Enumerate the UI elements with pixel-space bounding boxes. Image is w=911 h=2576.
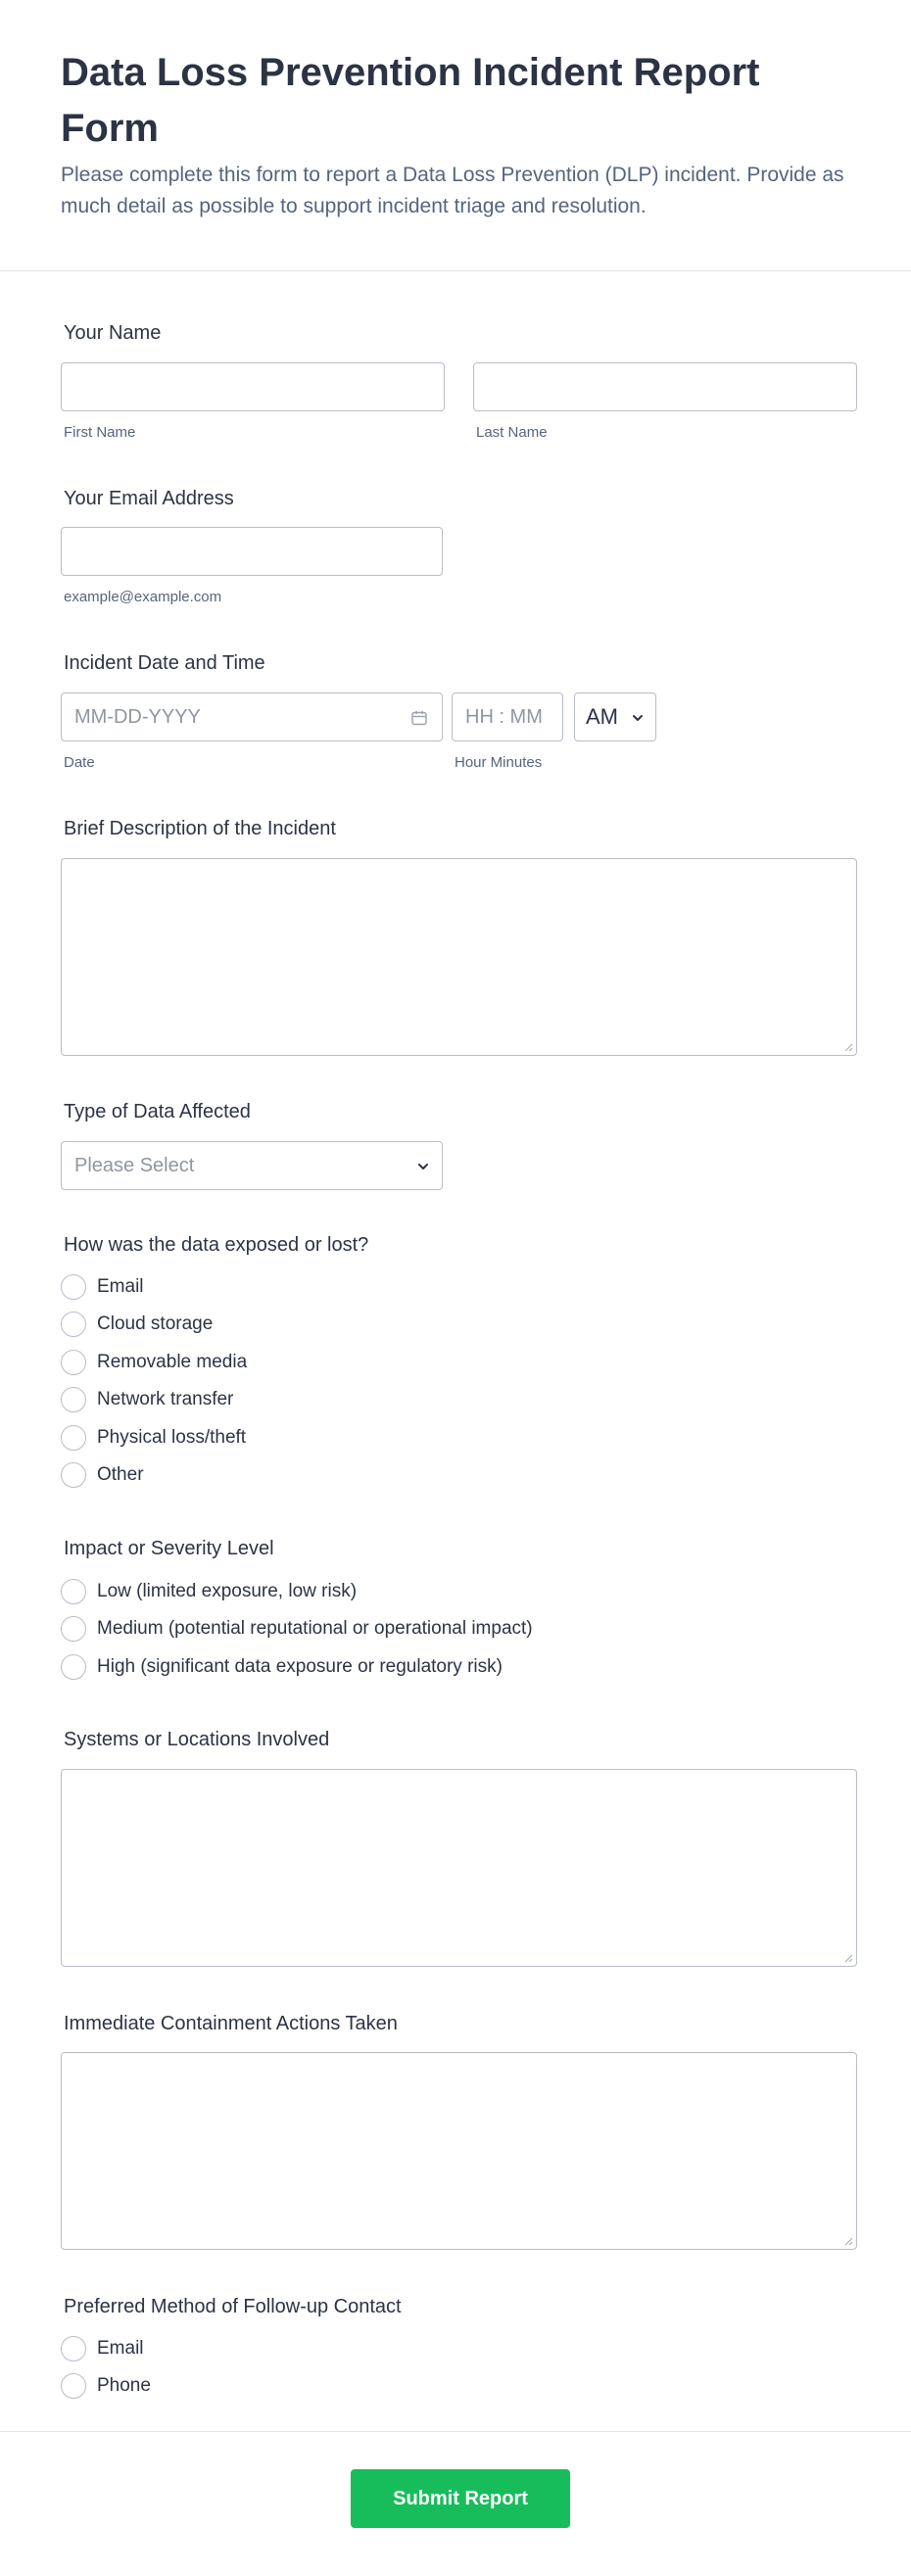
form-description: Please complete this form to report a Data Loss Prevention (DLP) incident. Provide as much detail as possible to support incident triage and resolution. [61, 164, 844, 217]
resize-grip-icon[interactable] [843, 2236, 853, 2246]
ampm-select[interactable] [574, 692, 656, 741]
radio-option-removable-media[interactable] [61, 1349, 247, 1376]
radio-label: Medium (potential reputational or operational impact) [97, 1618, 533, 1639]
date-input[interactable] [61, 692, 443, 741]
radio-label: Email [97, 1276, 144, 1297]
radio-label: Removable media [97, 1352, 248, 1372]
containment-label: Immediate Containment Actions Taken [64, 2013, 398, 2034]
radio-option-contact-email[interactable] [61, 2335, 144, 2362]
radio-option-physical-loss[interactable] [61, 1424, 246, 1452]
radio-option-contact-phone[interactable] [61, 2372, 151, 2400]
time-placeholder: HH : MM [465, 705, 543, 728]
radio-option-network-transfer[interactable] [61, 1386, 233, 1413]
radio-button[interactable] [61, 1616, 86, 1642]
chevron-down-icon [416, 1160, 430, 1173]
exposure-label: How was the data exposed or lost? [64, 1234, 369, 1256]
resize-grip-icon[interactable] [843, 1953, 853, 1963]
radio-option-cloud-storage[interactable] [61, 1311, 213, 1338]
radio-label: Cloud storage [97, 1313, 214, 1334]
systems-label: Systems or Locations Involved [64, 1729, 330, 1750]
systems-textarea[interactable] [61, 1769, 857, 1967]
radio-button[interactable] [61, 1579, 86, 1604]
radio-option-high[interactable] [61, 1653, 503, 1681]
radio-option-other[interactable] [61, 1461, 144, 1489]
radio-label: Network transfer [97, 1389, 234, 1409]
radio-option-low[interactable] [61, 1578, 357, 1605]
time-sublabel: Hour Minutes [455, 754, 543, 771]
radio-label: Physical loss/theft [97, 1427, 247, 1448]
radio-button[interactable] [61, 1350, 86, 1375]
date-placeholder: MM-DD-YYYY [74, 705, 201, 728]
radio-button[interactable] [61, 1654, 86, 1680]
last-name-input[interactable] [473, 362, 857, 411]
name-label: Your Name [64, 322, 162, 344]
radio-label: Email [97, 2338, 144, 2359]
radio-button[interactable] [61, 1462, 86, 1488]
radio-button[interactable] [61, 2336, 86, 2361]
time-input[interactable] [452, 692, 563, 741]
radio-label: Other [97, 1464, 144, 1485]
datetime-label: Incident Date and Time [64, 652, 265, 674]
radio-button[interactable] [61, 1312, 86, 1337]
data-type-label: Type of Data Affected [64, 1101, 251, 1122]
submit-report-button[interactable]: Submit Report [351, 2469, 570, 2528]
radio-option-email[interactable] [61, 1273, 144, 1301]
radio-option-medium[interactable] [61, 1615, 533, 1643]
date-sublabel: Date [64, 754, 95, 771]
data-type-placeholder: Please Select [74, 1154, 195, 1176]
first-name-input[interactable] [61, 362, 445, 411]
form-title: Data Loss Prevention Incident Report Form [61, 51, 760, 150]
chevron-down-icon [631, 711, 645, 725]
email-input[interactable] [61, 527, 443, 576]
radio-button[interactable] [61, 2373, 86, 2399]
email-label: Your Email Address [64, 488, 234, 509]
last-name-sublabel: Last Name [476, 424, 548, 441]
radio-label: Low (limited exposure, low risk) [97, 1581, 358, 1601]
data-type-select[interactable] [61, 1141, 443, 1190]
calendar-icon[interactable] [410, 709, 428, 727]
radio-button[interactable] [61, 1274, 86, 1300]
radio-button[interactable] [61, 1425, 86, 1451]
resize-grip-icon[interactable] [843, 1042, 853, 1052]
first-name-sublabel: First Name [64, 424, 136, 441]
description-textarea[interactable] [61, 858, 857, 1056]
radio-label: High (significant data exposure or regulatory risk) [97, 1656, 503, 1677]
description-label: Brief Description of the Incident [64, 818, 336, 839]
severity-label: Impact or Severity Level [64, 1538, 274, 1559]
radio-label: Phone [97, 2375, 151, 2396]
radio-button[interactable] [61, 1387, 86, 1412]
containment-textarea[interactable] [61, 2052, 857, 2250]
contact-method-label: Preferred Method of Follow-up Contact [64, 2296, 402, 2317]
ampm-value: AM [586, 704, 618, 729]
email-sublabel: example@example.com [64, 589, 222, 605]
